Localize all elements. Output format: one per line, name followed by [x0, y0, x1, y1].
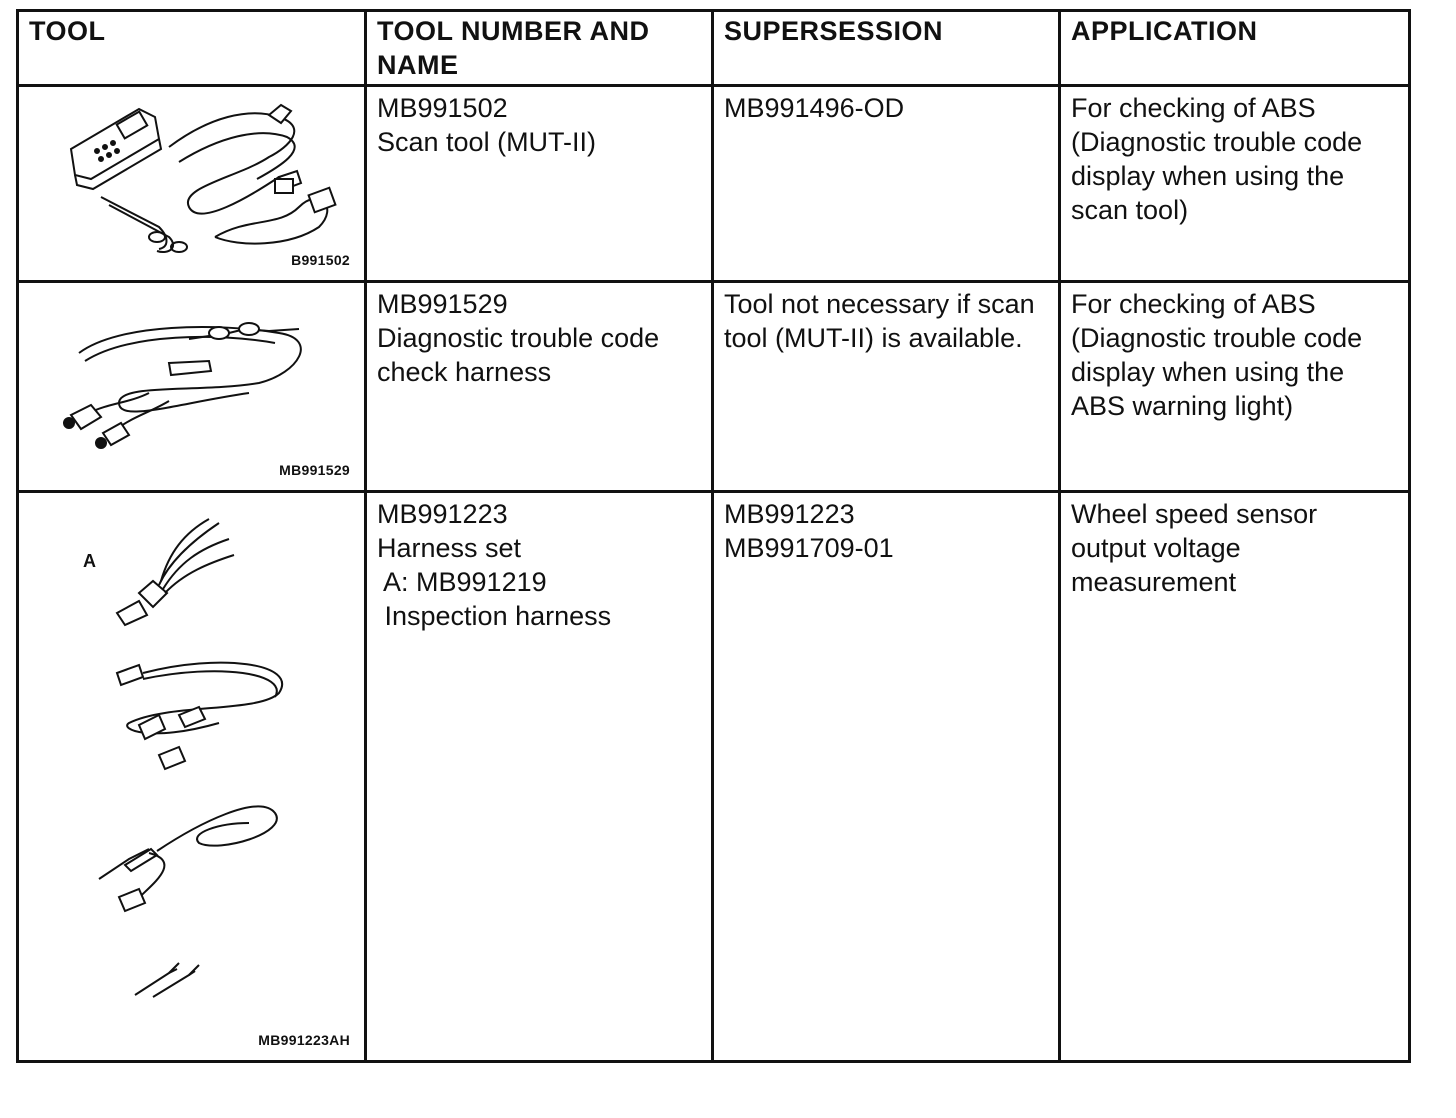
table-row	[18, 492, 1410, 1062]
table-row	[18, 282, 1410, 492]
tool-number: MB991502	[377, 93, 508, 123]
tool-number-and-name-cell	[366, 282, 713, 492]
header-supersession: SUPERSESSION	[713, 11, 1060, 86]
application-line: (Diagnostic trouble code	[1071, 323, 1363, 353]
supersession-line: Tool not necessary if scan	[724, 289, 1035, 319]
special-tools-table	[16, 9, 1411, 1063]
application-line: display when using the	[1071, 161, 1345, 191]
application-line: For checking of ABS	[1071, 289, 1316, 319]
tool-number-and-name-cell	[366, 492, 713, 1062]
tool-image-caption: MB991529	[279, 462, 350, 478]
supersession-line: MB991496-OD	[724, 93, 905, 123]
application-line: measurement	[1071, 567, 1237, 597]
header-application: APPLICATION	[1060, 11, 1410, 86]
application-cell	[1060, 492, 1410, 1062]
tool-name: Inspection harness	[377, 601, 612, 631]
header-row	[18, 11, 1410, 86]
supersession-line: MB991709-01	[724, 533, 894, 563]
supersession-cell	[713, 282, 1060, 492]
tool-number: MB991529	[377, 289, 508, 319]
application-line: For checking of ABS	[1071, 93, 1316, 123]
header-tool: TOOL	[18, 11, 366, 86]
tool-name: A: MB991219	[377, 567, 547, 597]
supersession-line: MB991223	[724, 499, 855, 529]
supersession-cell	[713, 492, 1060, 1062]
header-tool-number-and-name: TOOL NUMBER AND NAME	[366, 11, 713, 86]
application-cell	[1060, 282, 1410, 492]
image-label-a: A	[83, 551, 96, 571]
application-line: (Diagnostic trouble code	[1071, 127, 1363, 157]
tool-image-caption: B991502	[291, 252, 350, 268]
tool-image-caption: MB991223AH	[258, 1032, 350, 1048]
tool-name: Harness set	[377, 533, 522, 563]
tool-image-cell	[18, 492, 366, 1062]
tool-number: MB991223	[377, 499, 508, 529]
tool-name: Scan tool (MUT-II)	[377, 127, 597, 157]
application-line: Wheel speed sensor	[1071, 499, 1318, 529]
application-line: scan tool)	[1071, 195, 1189, 225]
supersession-line: tool (MUT-II) is available.	[724, 323, 1023, 353]
supersession-cell	[713, 86, 1060, 282]
application-line: ABS warning light)	[1071, 391, 1294, 421]
tool-name: Diagnostic trouble code	[377, 323, 660, 353]
check-harness-illustration	[19, 283, 364, 491]
application-line: output voltage	[1071, 533, 1241, 563]
tool-image-cell	[18, 282, 366, 492]
tool-image-cell	[18, 86, 366, 282]
table-row	[18, 86, 1410, 282]
tool-number-and-name-cell	[366, 86, 713, 282]
tool-name: check harness	[377, 357, 552, 387]
application-line: display when using the	[1071, 357, 1345, 387]
harness-set-illustration	[19, 493, 364, 1061]
application-cell	[1060, 86, 1410, 282]
